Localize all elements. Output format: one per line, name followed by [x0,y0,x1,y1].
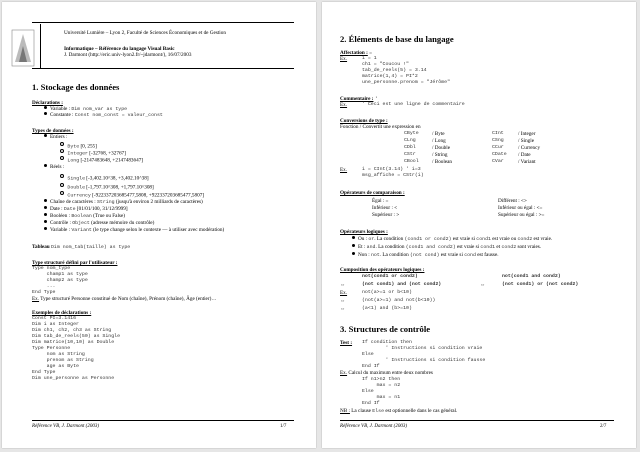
section-2-title: 2. Éléments de base du langage [340,34,454,44]
composition-title: Composition des opérateurs logiques : [340,267,425,273]
header-line-2: Informatique – Référence du langage Visual Basic [64,46,175,52]
logique-ou: Ou : or. La condition (cond1 or cond2) est vraie si cond1 est vraie ou cond2 est vraie. [352,236,552,243]
test-title: Test : [340,340,353,346]
composition-ex-code: not(a>=1 or b<10) [362,290,412,295]
affectation-code-line: matrice(1,4) = PI*2 [362,74,418,79]
equivalence-symbol: ⇔ [480,282,486,288]
test-nb: NB : La clause Else est optionnelle dans le cas général. [340,408,458,414]
conversions-code-line: msg_affiche = CStr(i) [362,173,424,178]
comparaison-label: Différent : <> [498,198,527,204]
conversion-fn: CVar [492,159,504,164]
equivalence-symbol: ⇔ [340,306,346,312]
conversions-code-line: i = CInt(3.14) ' i=3 [362,167,421,172]
comparaison-label: Supérieur : > [372,212,400,218]
affectation-code-line: une_personne.prenom = "Jérôme" [362,80,451,85]
equivalence-symbol: ⇔ [340,298,346,304]
composition-right: (not cond1) or (not cond2) [502,282,579,287]
example-code-line: nom as String [32,352,85,357]
example-code-line: prenom as String [32,358,94,363]
type-object: Contrôle : Object (adresse mémoire du contrôle) [44,220,154,227]
conversion-type: / Byte [432,131,445,137]
conversion-fn: CBool [404,159,419,164]
commentaire-title: Commentaire : ' [340,96,378,102]
conversion-fn: CDbl [404,145,416,150]
affectation-code-line: i = 1 [362,56,377,61]
conversion-fn: CDate [492,152,507,157]
conversion-type: / Integer [518,131,536,137]
composition-ex-code: (a<1) and (b>=10) [362,306,412,311]
conversion-fn: CLng [404,138,416,143]
logique-et: Et : and. La condition (cond1 and cond2) est vraie si cond1 et cond2 sont vraies. [352,244,541,251]
example-code-line: Dim matrice(10,10) as Double [32,340,115,345]
conversion-fn: CByte [404,131,419,136]
commentaire-code: ' Ceci est une ligne de commentaire [362,102,465,107]
type-currency: Currency [-922337203685477,5808, +922337203685477,5807] [60,191,204,200]
affectation-title: Affectation : = [340,50,373,56]
comparaison-label: Égal : = [372,198,389,204]
user-type-example: Ex. Type structuré Personne constitué de Nom (chaîne), Prénom (chaîne), Âge (entier)… [32,296,217,302]
type-variant: Variable : Variant (le type change selon le contexte — à utiliser avec modération) [44,227,224,234]
user-type-code-0: Type nom_type [32,266,71,271]
logiques-title: Opérateurs logiques : [340,229,388,235]
affectation-ex-label: Ex. [340,56,348,62]
tableau-declaration: Tableau Dim nom_tab(taille) as type [32,244,131,250]
declaration-constant: Constante : Const nom_const = valeur_const [44,112,163,119]
footer-reference: Référence VB, J. Darmont (2003) [32,424,100,429]
composition-ex-label: Ex. [340,290,348,296]
example-code-line: Type Personne [32,346,71,351]
example-code-line: Dim i as Integer [32,322,79,327]
header-rule-bottom [32,68,294,69]
test-code-line: ' Instructions si condition vraie [362,346,483,351]
comparaison-label: Inférieur : < [372,205,398,211]
type-byte: Byte [0, 255] [60,142,97,151]
test-ex-code-line: max = n2 [362,383,401,388]
conversion-fn: CCur [492,145,504,150]
type-entiers: Entiers : [44,134,67,140]
conversions-ex-label: Ex. [340,167,348,173]
conversions-title: Conversions de type : [340,118,388,124]
page-2 [322,2,636,448]
conversion-type: / Boolean [432,159,453,165]
affectation-code-line: tab_de_reels(5) = 3.14 [362,68,427,73]
conversions-subtitle: Fonction / Convertit une expression en [340,124,421,130]
type-long: Long [-2147483648, +2147483647] [60,156,143,165]
declaration-variable: Variable : Dim nom_var as type [44,106,127,113]
type-reels: Réels : [44,164,64,170]
example-code-line: Dim tab_de_reels(50) as Single [32,334,121,339]
conversion-type: / Long [432,138,446,144]
example-code-line: Dim une_personne as Personne [32,376,115,381]
commentaire-ex-label: Ex. [340,102,348,108]
equivalence-symbol: ⇔ [340,282,346,288]
page-1 [2,2,316,448]
conversion-type: / Double [432,145,451,151]
composition-right: not(cond1 and cond2) [502,274,561,279]
logique-non: Non : not. La condition (not cond) est vraie si cond est fausse. [352,252,499,259]
university-logo [10,28,36,68]
example-code-line: End Type [32,370,56,375]
footer-reference: Référence VB, J. Darmont (2003) [340,424,408,429]
header-line-3: J. Darmont (http://eric.univ-lyon2.fr/~jdarmont/), 16/07/2003 [64,52,192,58]
user-type-code-1: champ1 as type [32,272,88,277]
test-ex-code-line: max = n1 [362,395,401,400]
footer-rule [32,420,294,421]
conversion-fn: CSng [492,138,504,143]
section-1-title: 1. Stockage des données [32,82,120,92]
page-number: 2/7 [600,424,607,429]
conversion-fn: CInt [492,131,504,136]
test-code-line: ' Instructions si condition fausse [362,358,486,363]
comparaison-label: Supérieur ou égal : >= [498,212,545,218]
declarations-title: Déclarations : [32,100,63,106]
type-boolean: Booléen : Boolean (True ou False) [44,213,125,220]
test-ex-code-line: End If [362,401,380,406]
composition-ex-code: (not(a>=1) and not(b<10)) [362,298,436,303]
test-ex-code-line: If n1>n2 then [362,377,401,382]
composition-left: (not cond1) and (not cond2) [362,282,442,287]
test-example: Ex. Calcul du maximum entre deux nombres [340,370,433,376]
example-code-line: Const PI=3.1416 [32,316,77,321]
test-code-line: Else [362,352,374,357]
conversion-type: / Variant [518,159,536,165]
test-code-line: End If [362,364,380,369]
type-single: Single [-3,402.10^38, +3,402.10^38] [60,174,149,183]
test-ex-code-line: Else [362,389,374,394]
types-title: Types de données : [32,128,74,134]
conversion-type: / Single [518,138,534,144]
type-double: Double [-1,797.10^308, +1,797.10^308] [60,183,154,192]
header-rule-top [32,22,294,23]
type-date: Date : Date [01/01/100, 31/12/9999] [44,206,128,213]
type-integer: Integer [-32768, +32767] [60,149,126,158]
footer-rule [340,420,614,421]
header-line-1: Université Lumière – Lyon 2, Faculté de Sciences Économiques et de Gestion [64,30,226,36]
user-type-code-3: ... [32,284,56,289]
page-number: 1/7 [280,424,287,429]
conversion-type: / Currency [518,145,541,151]
comparaison-title: Opérateurs de comparaison : [340,190,405,196]
conversion-fn: CStr [404,152,416,157]
example-code-line: age as Byte [32,364,79,369]
conversion-type: / String [432,152,448,158]
user-type-title: Type structuré défini par l'utilisateur : [32,260,118,266]
composition-left: not(cond1 or cond2) [362,274,418,279]
example-code-line: Dim ch1, ch2, ch3 as String [32,328,112,333]
affectation-code-line: ch1 = "Coucou !" [362,62,409,67]
header-rule-vertical [40,24,41,68]
test-code-line: If condition then [362,340,412,345]
section-3-title: 3. Structures de contrôle [340,324,431,334]
comparaison-label: Inférieur ou égal : <= [498,205,543,211]
examples-title: Exemples de déclarations : [32,310,92,316]
user-type-code-2: champ2 as type [32,278,88,283]
type-chaine: Chaîne de caractères : String (jusqu'à environ 2 milliards de caractères) [44,199,203,206]
conversion-type: / Date [518,152,531,158]
user-type-code-4: End Type [32,290,56,295]
